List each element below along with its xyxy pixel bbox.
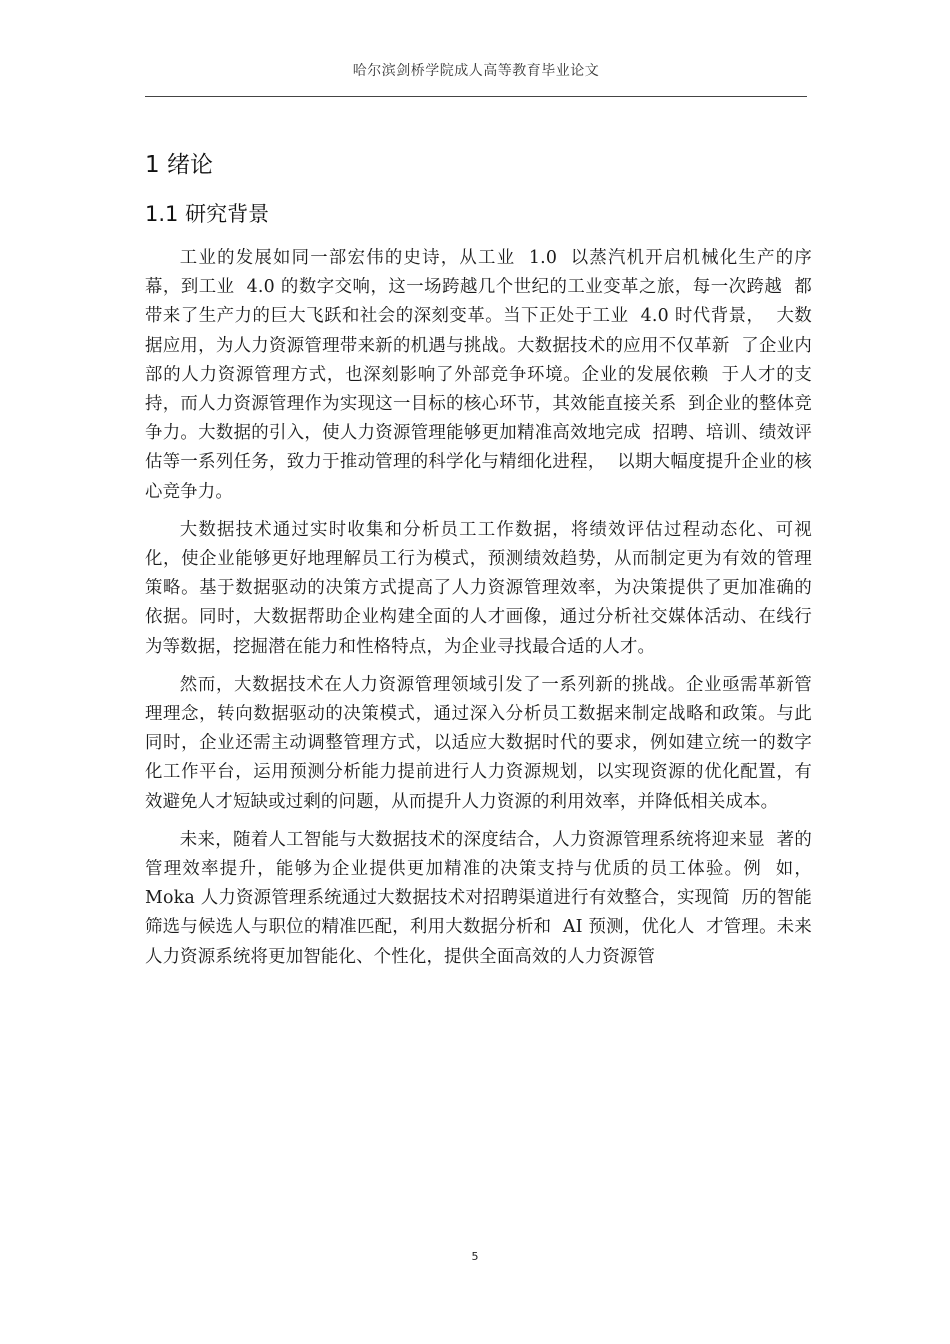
paragraph-1: 工业的发展如同一部宏伟的史诗，从工业 1.0 以蒸汽机开启机械化生产的序 幕，到工业 4.0 的数字交响，这一场跨越几个世纪的工业变革之旅，每一次跨越 都带来了生产力的巨大飞跃和社会的深刻变革。当下正处于工业 4.0 时代背景， 大数据应用，为人力资源管理带来新的机遇与挑战。大数据技术的应用不仅革新 了企业内部的人力资源管理方式，也深刻影响了外部竞争环境。企业的发展依赖 于人才的支持，而人力资源管理作为实现这一目标的核心环节，其效能直接关系 到企业的整体竞争力。大数据的引入，使人力资源管理能够更加精准高效地完成 招聘、培训、绩效评估等一系列任务，致力于推动管理的科学化与精细化进程， 以期大幅度提升企业的核心竞争力。 (145, 248, 824, 502)
body-text (145, 244, 824, 981)
header-divider (145, 96, 807, 97)
paragraph-4: 未来，随着人工智能与大数据技术的深度结合，人力资源管理系统将迎来显 著的管理效率提升，能够为企业提供更加精准的决策支持与优质的员工体验。例 如，Moka 人力资源管理系统通过大数据技术对招聘渠道进行有效整合，实现简 历的智能筛选与候选人与职位的精准匹配，利用大数据分析和 AI 预测，优化人 才管理。未来人力资源系统将更加智能化、个性化，提供全面高效的人力资源管 (145, 829, 812, 967)
paragraph-3: 然而，大数据技术在人力资源管理领域引发了一系列新的挑战。企业亟需革新管理理念，转向数据驱动的决策模式，通过深入分析员工数据来制定战略和政策。与此同时，企业还需主动调整管理方式，以适应大数据时代的要求，例如建立统一的数字化工作平台，运用预测分析能力提前进行人力资源规划，以实现资源的优化配置，有效避免人才短缺或过剩的问题，从而提升人力资源的利用效率，并降低相关成本。 (145, 674, 812, 812)
page-header-title: 哈尔滨剑桥学院成人高等教育毕业论文 (352, 63, 600, 79)
paragraph-2: 大数据技术通过实时收集和分析员工工作数据，将绩效评估过程动态化、可视化，使企业能够更好地理解员工行为模式，预测绩效趋势，从而制定更为有效的管理策略。基于数据驱动的决策方式提高了人力资源管理效率，为决策提供了更加准确的依据。同时，大数据帮助企业构建全面的人才画像，通过分析社交媒体活动、在线行为等数据，挖掘潜在能力和性格特点，为企业寻找最合适的人才。 (145, 519, 812, 657)
section-heading: 1.1 研究背景 (145, 202, 270, 226)
chapter-heading: 1 绪论 (145, 152, 213, 178)
page-number: 5 (471, 1250, 479, 1263)
